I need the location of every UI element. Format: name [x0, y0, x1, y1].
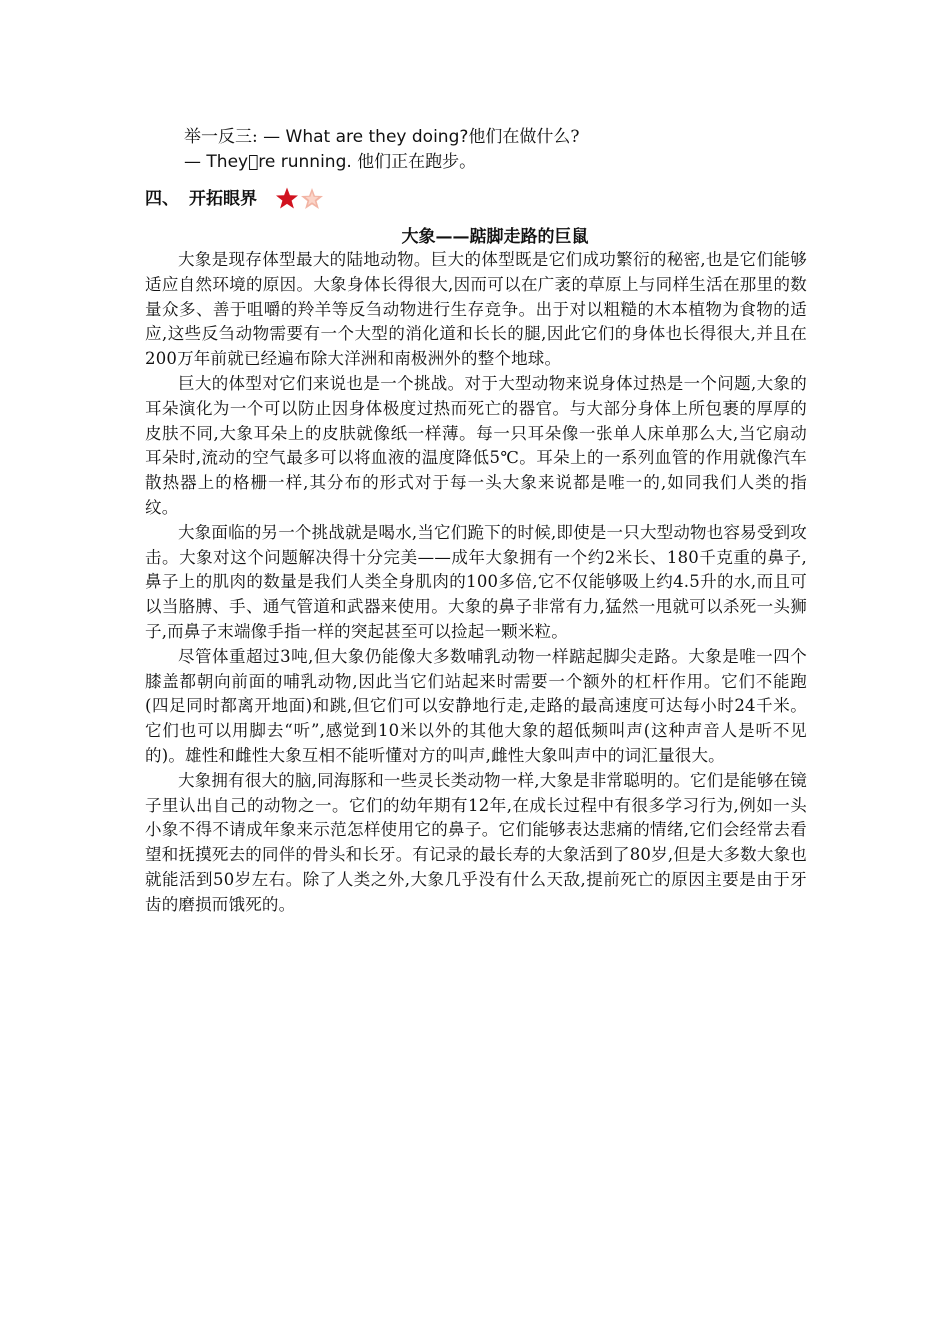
article-paragraph-3: 大象面临的另一个挑战就是喝水,当它们跪下的时候,即使是一只大型动物也容易受到攻击。大象对这个问题解决得十分完美——成年大象拥有一个约2米长、180千克重的鼻子,鼻子上的肌肉的数量是我们人类全身肌肉的100多倍,它不仅能够吸上约4.5升的水,而且可以当胳膊、手、通气管道和武器来使用。大象的鼻子非常有力,猛然一甩就可以杀死一头狮子,而鼻子末端像手指一样的突起甚至可以捡起一颗米粒。 — [145, 522, 807, 641]
section-heading — [145, 186, 327, 212]
star-full-icon — [276, 188, 298, 209]
stars-graphic — [275, 186, 327, 212]
example-answer-chinese: 他们正在跑步。 — [351, 152, 477, 172]
example-answer-english: — They re running. — [184, 152, 352, 172]
example-line-answer — [184, 150, 476, 174]
example-prefix: 举一反三: — [184, 127, 264, 147]
section-title: 开拓眼界 — [189, 189, 257, 209]
article-body — [145, 248, 807, 918]
section-number: 四、 — [145, 189, 179, 209]
two-stars-icon — [275, 186, 327, 212]
example-line-question — [184, 125, 580, 149]
article-paragraph-1: 大象是现存体型最大的陆地动物。巨大的体型既是它们成功繁衍的秘密,也是它们能够适应自然环境的原因。大象身体长得很大,因而可以在广袤的草原上与同样生活在那里的数量众多、善于咀嚼的羚羊等反刍动物进行生存竞争。出于对以粗糙的木本植物为食物的适应,这些反刍动物需要有一个大型的消化道和长长的腿,因此它们的身体也长得很大,并且在200万年前就已经遍布除大洋洲和南极洲外的整个地球。 — [145, 250, 807, 369]
article-paragraph-5: 大象拥有很大的脑,同海豚和一些灵长类动物一样,大象是非常聪明的。它们是能够在镜子里认出自己的动物之一。它们的幼年期有12年,在成长过程中有很多学习行为,例如一头小象不得不请成年象来示范怎样使用它的鼻子。它们能够表达悲痛的情绪,它们会经常去看望和抚摸死去的同伴的骨头和长牙。有记录的最长寿的大象活到了80岁,但是大多数大象也就能活到50岁左右。除了人类之外,大象几乎没有什么天敌,提前死亡的原因主要是由于牙齿的磨损而饿死的。 — [145, 770, 807, 914]
article-title: 大象——踮脚走路的巨鼠 — [401, 227, 589, 247]
article-paragraph-4: 尽管体重超过3吨,但大象仍能像大多数哺乳动物一样踮起脚尖走路。大象是唯一四个膝盖都朝向前面的哺乳动物,因此当它们站起来时需要一个额外的杠杆作用。它们不能跑(四足同时都离开地面)和跳,但它们可以安静地行走,走路的最高速度可达每小时24千米。它们也可以用脚去“听”,感觉到10米以外的其他大象的超低频叫声(这种声音人是听不见的)。雄性和雌性大象互相不能听懂对方的叫声,雌性大象叫声中的词汇量很大。 — [145, 646, 807, 765]
example-question-english: — What are they doing? — [263, 127, 469, 147]
article-paragraph-2: 巨大的体型对它们来说也是一个挑战。对于大型动物来说身体过热是一个问题,大象的耳朵演化为一个可以防止因身体极度过热而死亡的器官。与大部分身体上所包裹的厚厚的皮肤不同,大象耳朵上的皮肤就像纸一样薄。每一只耳朵像一张单人床单那么大,当它扇动耳朵时,流动的空气最多可以将血液的温度降低5℃。耳朵上的一系列血管的作用就像汽车散热器上的格栅一样,其分布的形式对于每一头大象来说都是唯一的,如同我们人类的指纹。 — [145, 373, 807, 517]
example-question-chinese: 他们在做什么? — [468, 127, 580, 147]
